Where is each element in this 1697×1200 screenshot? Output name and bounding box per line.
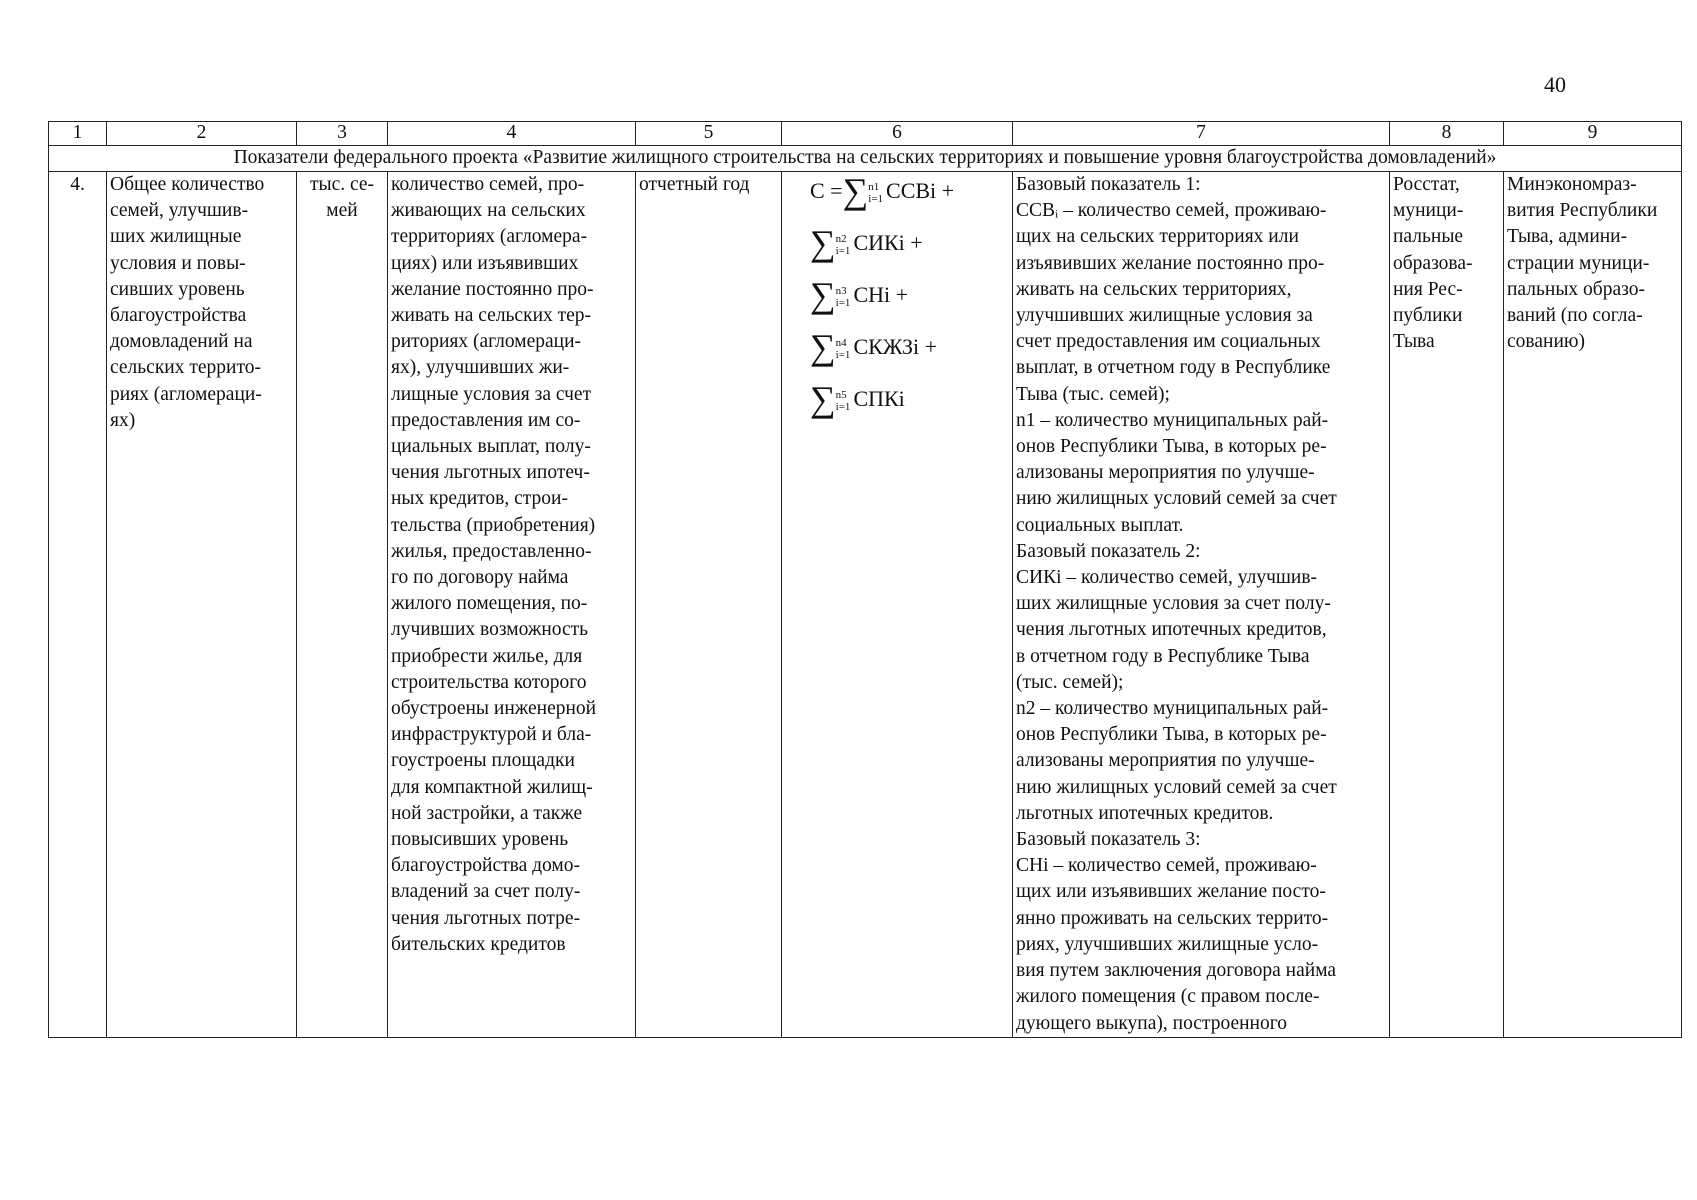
method-line: онов Республики Тыва, в которых ре- — [1016, 724, 1327, 746]
unit-line: тыс. се- — [309, 174, 375, 195]
definition-line: инфраструктурой и бла- — [391, 724, 592, 746]
period-cell: отчетный год — [636, 172, 782, 1038]
indicator-name-line: благоустройства — [110, 305, 247, 327]
sum-lower-limit: i=1 — [835, 401, 851, 413]
method-line: ализованы мероприятия по улучше- — [1016, 750, 1315, 772]
definition-line: гоустроены площадки — [391, 750, 575, 772]
responsible-line: страции муници- — [1507, 252, 1650, 274]
definition-line: лучивших возможность — [391, 619, 589, 641]
indicator-name-line: сельских террито- — [110, 357, 261, 379]
column-number-row — [49, 122, 1682, 146]
method-line: улучшивших жилищные условия за — [1016, 305, 1313, 327]
section-header-row — [49, 146, 1682, 172]
method-line: янно проживать на сельских террито- — [1016, 907, 1329, 929]
method-line: живать на сельских территориях, — [1016, 278, 1292, 300]
indicator-name-line: ях) — [110, 409, 136, 431]
indicator-name-line: семей, улучшив- — [110, 200, 249, 222]
formula-term: СКЖЗi + — [853, 334, 937, 359]
method-line: n1 – количество муниципальных рай- — [1016, 409, 1329, 431]
definition-line: желание постоянно про- — [391, 278, 594, 300]
sum-lower-limit: i=1 — [868, 193, 884, 205]
indicator-name-line: сивших уровень — [110, 278, 245, 300]
sum-upper-limit: n3 — [835, 285, 847, 297]
responsible-line: пальных образо- — [1507, 278, 1645, 300]
definition-line: живающих на сельских — [391, 200, 586, 222]
column-number: 3 — [297, 122, 388, 146]
definition-line: го по договору найма — [391, 567, 569, 589]
formula-line — [810, 223, 1012, 280]
definition-line: живать на сельских тер- — [391, 305, 592, 327]
method-line: Тыва (тыс. семей); — [1016, 383, 1170, 405]
source-line: Росстат, — [1393, 174, 1460, 195]
column-number: 6 — [782, 122, 1013, 146]
sum-sign: ∑ — [810, 223, 836, 263]
formula-term: ССВi + — [886, 178, 955, 203]
formula-term: СНi + — [853, 282, 909, 307]
method-line: СНi – количество семей, проживаю- — [1016, 855, 1317, 877]
method-line: счет предоставления им социальных — [1016, 331, 1321, 353]
definition-line: циальных выплат, полу- — [391, 436, 591, 458]
sum-sign: ∑ — [810, 327, 836, 367]
definition-line: тельства (приобретения) — [391, 514, 596, 536]
definition-line: благоустройства домо- — [391, 855, 580, 877]
definition-line: количество семей, про- — [391, 174, 585, 195]
formula-term: СПКi — [853, 386, 905, 411]
sum-limits — [836, 389, 851, 413]
method-line: ших жилищные условия за счет полу- — [1016, 593, 1331, 615]
source-line: ния Рес- — [1393, 278, 1463, 300]
definition-line: бительских кредитов — [391, 933, 566, 955]
method-line: льготных ипотечных кредитов. — [1016, 802, 1274, 824]
method-line: Базовый показатель 1: — [1016, 174, 1201, 195]
method-line: Базовый показатель 3: — [1016, 829, 1201, 851]
source-line: образова- — [1393, 252, 1473, 274]
definition-line: территориях (агломера- — [391, 226, 588, 248]
sum-upper-limit: n4 — [835, 337, 847, 349]
definition-line: приобрести жилье, для — [391, 645, 583, 667]
column-number: 4 — [388, 122, 636, 146]
formula-line — [810, 379, 1012, 436]
sum-sign: ∑ — [810, 379, 836, 419]
indicator-name-line: Общее количество — [110, 174, 265, 195]
definition-line: риториях (агломераци- — [391, 331, 582, 353]
method-line: нию жилищных условий семей за счет — [1016, 488, 1337, 510]
responsible-line: Минэкономраз- — [1507, 174, 1637, 195]
source-line: пальные — [1393, 226, 1464, 248]
definition-line: циях) или изъявивших — [391, 252, 579, 274]
definition-line: ной застройки, а также — [391, 802, 583, 824]
formula-line — [810, 171, 1012, 228]
column-number: 8 — [1390, 122, 1504, 146]
definition-line: чения льготных потре- — [391, 907, 581, 929]
method-line: Базовый показатель 2: — [1016, 540, 1201, 562]
column-number: 1 — [49, 122, 107, 146]
formula-term: СИКi + — [853, 230, 923, 255]
method-line: нию жилищных условий семей за счет — [1016, 776, 1337, 798]
source-line: публики — [1393, 305, 1463, 327]
column-number: 5 — [636, 122, 782, 146]
indicator-name-line: условия и повы- — [110, 252, 246, 274]
definition-line: владений за счет полу- — [391, 881, 581, 903]
definition-line: чения льготных ипотеч- — [391, 462, 590, 484]
sum-limits — [836, 337, 851, 361]
definition-line: повысивших уровень — [391, 829, 569, 851]
sum-sign: ∑ — [842, 171, 869, 211]
method-line: дующего выкупа), построенного — [1016, 1012, 1288, 1034]
source-line: муници- — [1393, 200, 1464, 222]
definition-line: строительства которого — [391, 671, 587, 693]
indicator-name-cell — [107, 172, 297, 1038]
method-line: социальных выплат. — [1016, 514, 1184, 536]
method-line: СИКi – количество семей, улучшив- — [1016, 567, 1318, 589]
unit-line: мей — [326, 200, 358, 222]
indicator-table — [48, 121, 1682, 1038]
definition-line: жилого помещения, по- — [391, 593, 588, 615]
indicator-name-line: ших жилищные — [110, 226, 242, 248]
sum-upper-limit: n1 — [868, 181, 880, 193]
method-line: щих на сельских территориях или — [1016, 226, 1299, 248]
sum-lower-limit: i=1 — [835, 297, 851, 309]
responsible-line: Тыва, админи- — [1507, 226, 1628, 248]
method-line: выплат, в отчетном году в Республике — [1016, 357, 1331, 379]
section-header: Показатели федерального проекта «Развитие жилищного строительства на сельских территориях и повышение уровня благоустройства домовладений» — [49, 146, 1682, 172]
sum-limits — [836, 285, 851, 309]
sum-upper-limit: n5 — [835, 389, 847, 401]
responsible-line: ваний (по согла- — [1507, 305, 1643, 327]
column-number: 2 — [107, 122, 297, 146]
responsible-line: вития Республики — [1507, 200, 1658, 222]
unit-cell — [297, 172, 388, 1038]
sum-upper-limit: n2 — [835, 233, 847, 245]
sum-limits — [868, 181, 883, 205]
definition-line: ных кредитов, строи- — [391, 488, 568, 510]
formula-line — [810, 327, 1012, 384]
method-line: жилого помещения (с правом после- — [1016, 986, 1320, 1008]
method-line: чения льготных ипотечных кредитов, — [1016, 619, 1327, 641]
definition-line: для компактной жилищ- — [391, 776, 593, 798]
method-line: риях, улучшивших жилищные усло- — [1016, 933, 1319, 955]
method-line: в отчетном году в Республике Тыва — [1016, 645, 1310, 667]
sum-sign: ∑ — [810, 275, 836, 315]
method-line: щих или изъявивших желание посто- — [1016, 881, 1326, 903]
method-cell — [1013, 172, 1390, 1038]
page-number: 40 — [1544, 72, 1566, 97]
method-line: ализованы мероприятия по улучше- — [1016, 462, 1315, 484]
column-number: 7 — [1013, 122, 1390, 146]
sum-limits — [836, 233, 851, 257]
source-line: Тыва — [1393, 331, 1435, 353]
method-line: изъявивших желание постоянно про- — [1016, 252, 1325, 274]
method-line: (тыс. семей); — [1016, 671, 1124, 693]
table-row — [49, 172, 1682, 1038]
definition-line: ях), улучшивших жи- — [391, 357, 570, 379]
responsible-line: сованию) — [1507, 331, 1585, 353]
formula-lhs: С = — [810, 178, 843, 203]
definition-line: лищные условия за счет — [391, 383, 592, 405]
sum-lower-limit: i=1 — [835, 245, 851, 257]
sum-lower-limit: i=1 — [835, 349, 851, 361]
formula-line — [810, 275, 1012, 332]
source-cell — [1390, 172, 1504, 1038]
indicator-name-line: риях (агломераци- — [110, 383, 262, 405]
column-number: 9 — [1504, 122, 1682, 146]
indicator-name-line: домовладений на — [110, 331, 253, 353]
definition-line: обустроены инженерной — [391, 698, 597, 720]
row-number: 4. — [49, 172, 107, 1038]
formula-cell — [782, 172, 1013, 1038]
method-line: вия путем заключения договора найма — [1016, 960, 1337, 982]
definition-cell — [388, 172, 636, 1038]
method-line: ССВᵢ – количество семей, проживаю- — [1016, 200, 1327, 222]
definition-line: жилья, предоставленно- — [391, 540, 592, 562]
method-line: n2 – количество муниципальных рай- — [1016, 698, 1329, 720]
method-line: онов Республики Тыва, в которых ре- — [1016, 436, 1327, 458]
responsible-cell — [1504, 172, 1682, 1038]
definition-line: предоставления им со- — [391, 409, 581, 431]
